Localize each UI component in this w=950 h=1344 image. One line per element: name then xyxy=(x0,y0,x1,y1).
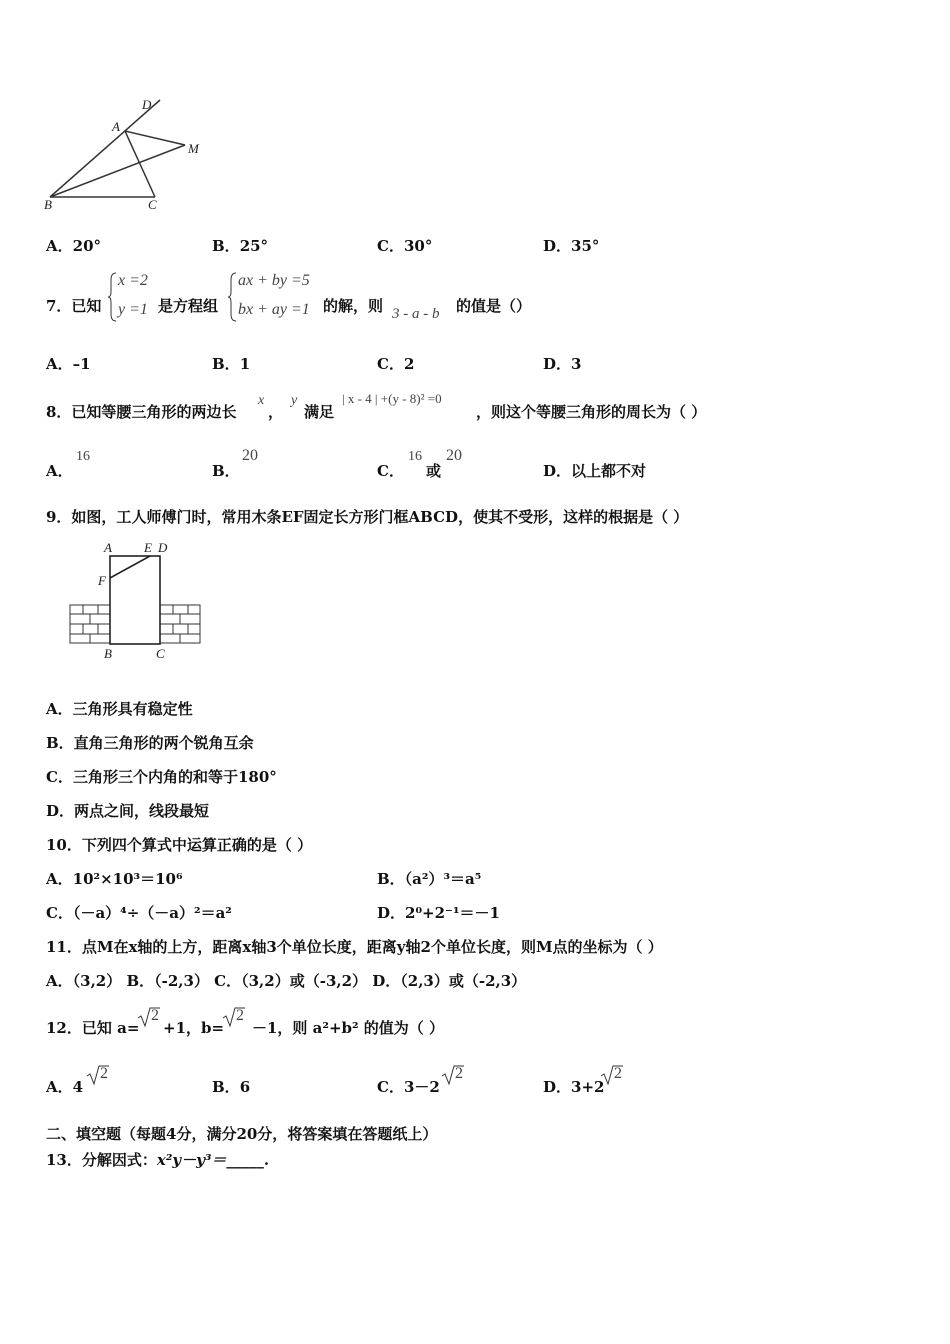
q8-option-a-value: 16 xyxy=(76,449,90,464)
q9-option-b: B．直角三角形的两个锐角互余 xyxy=(46,734,254,752)
q8-option-c-value2: 20 xyxy=(446,447,462,464)
q7-brace-1 xyxy=(108,272,118,322)
q12-option-b: B．6 xyxy=(212,1078,251,1096)
q12-option-c: C．3－2 xyxy=(377,1078,440,1096)
q13-expression: x²y－y³＝ xyxy=(156,1151,227,1169)
q11-question: 11．点M在x轴的上方，距离x轴3个单位长度，距离y轴2个单位长度，则M点的坐标为（ ） xyxy=(46,938,663,956)
q8-y: y xyxy=(291,393,298,408)
q10-question: 10．下列四个算式中运算正确的是（ ） xyxy=(46,836,313,854)
q9-label-a: A xyxy=(104,540,112,555)
section-2-heading: 二、填空题（每题4分，满分20分，将答案填在答题纸上） xyxy=(46,1125,438,1143)
q12-option-a: A．4 xyxy=(46,1078,84,1096)
q8-option-b: B． xyxy=(212,462,240,480)
q8-tail: ，则这个等腰三角形的周长为（ ） xyxy=(476,403,707,421)
q9-label-b: B xyxy=(104,646,112,661)
q7-end: 的值是（） xyxy=(456,297,532,315)
q7-sys2-line1: ax + by =5 xyxy=(238,272,310,289)
q12-prefix: 12．已知 a= xyxy=(46,1019,140,1037)
q8-option-d: D．以上都不对 xyxy=(543,462,647,480)
q12-option-d-sqrt-value: 2 xyxy=(614,1065,622,1082)
q9-label-f: F xyxy=(98,573,106,588)
q6-label-d: D xyxy=(142,97,152,112)
q9-option-a: A．三角形具有稳定性 xyxy=(46,700,193,718)
q8-satisfy: 满足 xyxy=(304,403,335,421)
q12-sqrt-value-1: 2 xyxy=(151,1007,159,1024)
q7-sys2-line2: bx + ay =1 xyxy=(238,301,310,318)
q9-option-c: C．三角形三个内角的和等于180° xyxy=(46,768,277,786)
q7-mid: 是方程组 xyxy=(158,297,219,315)
q6-label-c: C xyxy=(148,197,157,212)
q8-condition: | x - 4 | +(y - 8)² =0 xyxy=(342,391,442,406)
q11-options: A．（3,2） B．（-2,3） C．（3,2）或（-3,2） D．（2,3）或（-2,3） xyxy=(46,972,527,990)
q7-expr: 3 - a - b xyxy=(392,306,440,322)
q12-option-d: D．3+2 xyxy=(543,1078,605,1096)
q8-option-b-value: 20 xyxy=(242,447,258,464)
q7-option-b: B．1 xyxy=(212,355,251,373)
q6-label-a: A xyxy=(112,119,120,134)
q10-option-c: C．（－a）⁴÷（－a）²＝a² xyxy=(46,904,232,922)
q13-end: . xyxy=(263,1151,270,1169)
q6-triangle-figure xyxy=(40,95,215,215)
q12-option-c-sqrt-value: 2 xyxy=(455,1065,463,1082)
q10-option-b: B．（a²）³＝a⁵ xyxy=(377,870,482,888)
q8-prefix: 8．已知等腰三角形的两边长 xyxy=(46,403,237,421)
q9-label-e: E xyxy=(144,540,152,555)
q13-question xyxy=(46,1151,269,1169)
q7-sys1-line1: x =2 xyxy=(118,272,148,289)
q7-option-a: A．–1 xyxy=(46,355,91,373)
q12-part2: +1，b= xyxy=(163,1019,225,1037)
q8-option-c-value1: 16 xyxy=(408,449,422,464)
q6-option-d: D．35° xyxy=(543,237,600,255)
q9-option-d: D．两点之间，线段最短 xyxy=(46,802,210,820)
q8-x: x xyxy=(258,393,265,408)
q8-option-c: C． xyxy=(377,462,404,480)
q13-answer-blank: _____ xyxy=(226,1151,264,1169)
q9-label-c: C xyxy=(156,646,165,661)
q8-option-c-or: 或 xyxy=(426,462,442,480)
q7-option-d: D．3 xyxy=(543,355,582,373)
q6-label-m: M xyxy=(188,141,199,156)
q10-option-d: D．2⁰+2⁻¹＝－1 xyxy=(377,904,500,922)
q7-option-c: C．2 xyxy=(377,355,415,373)
q6-option-c: C．30° xyxy=(377,237,433,255)
q13-prefix: 13．分解因式： xyxy=(46,1151,157,1169)
q7-brace-2 xyxy=(228,272,238,322)
q7-tail: 的解，则 xyxy=(323,297,384,315)
q9-question: 9．如图，工人师傅门时，常用木条EF固定长方形门框ABCD，使其不受形，这样的根据是（ ） xyxy=(46,508,689,526)
q12-option-a-sqrt-value: 2 xyxy=(100,1065,108,1082)
q8-comma: ， xyxy=(268,403,284,421)
q6-label-b: B xyxy=(44,197,52,212)
q12-sqrt-value-2: 2 xyxy=(236,1007,244,1024)
q6-option-b: B．25° xyxy=(212,237,269,255)
q7-prefix: 7．已知 xyxy=(46,297,102,315)
q10-option-a: A．10²×10³＝10⁶ xyxy=(46,870,183,888)
q12-part3: －1，则 a²+b² 的值为（ ） xyxy=(252,1019,445,1037)
q9-door-frame-figure xyxy=(68,540,203,665)
q7-sys1-line2: y =1 xyxy=(118,301,148,318)
q6-option-a: A．20° xyxy=(46,237,102,255)
q8-option-a: A． xyxy=(46,462,73,480)
q9-label-d: D xyxy=(158,540,168,555)
